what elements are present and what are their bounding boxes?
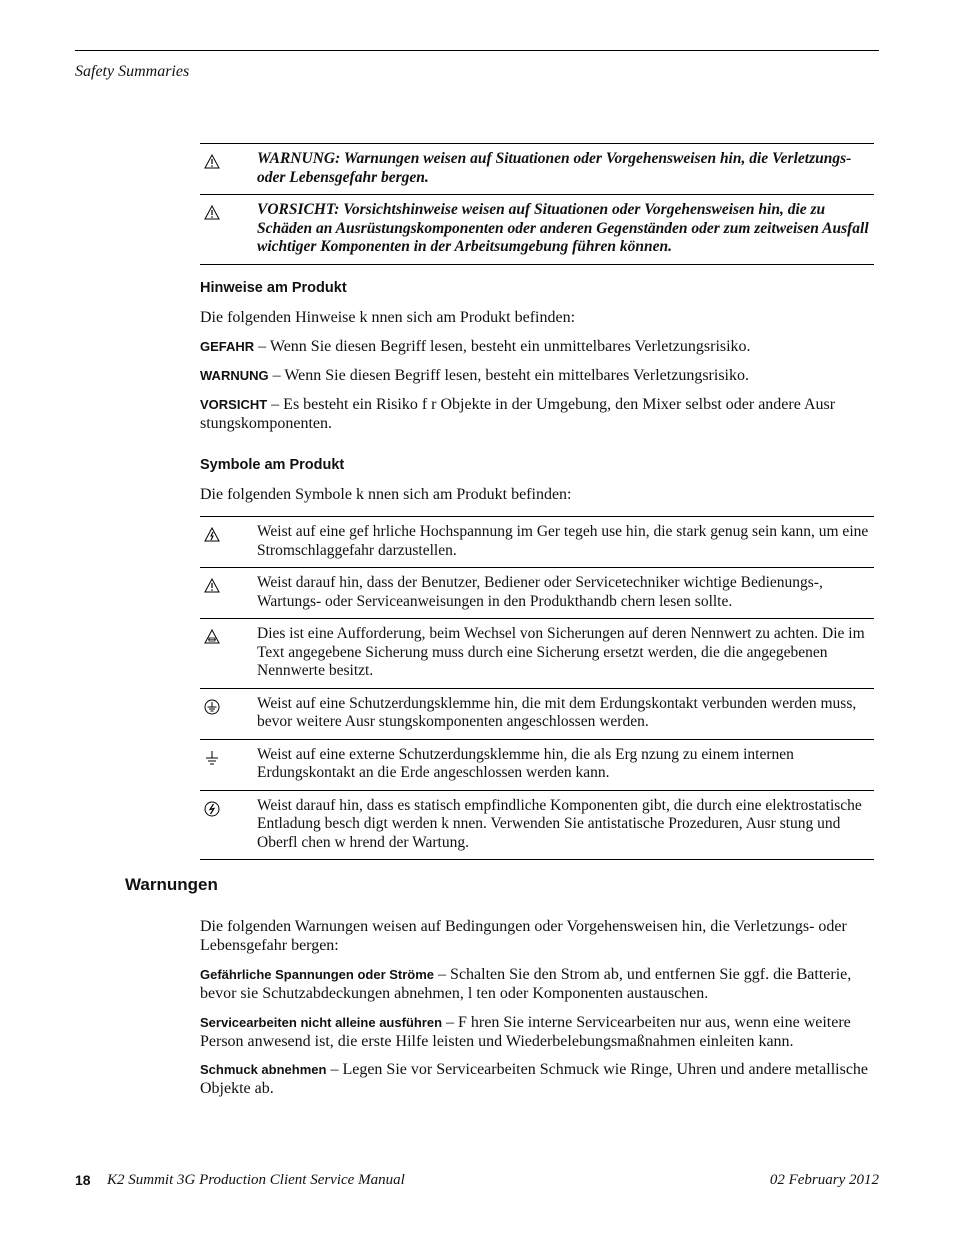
hinweise-intro: Die folgenden Hinweise k nnen sich am Produkt befinden:: [200, 309, 576, 326]
publication-date: 02 February 2012: [769, 1172, 879, 1188]
warning-item-text: – Schalten Sie den Strom ab, und entfernen Sie ggf. die Batterie, bevor sie Schutzabdeckungen abnehmen, l ten oder Komponenten austauschen.: [200, 966, 852, 1002]
symbol-description: Weist darauf hin, dass der Benutzer, Bediener oder Servicetechniker wichtige Bedienungs-, Wartungs- oder Serviceanweisungen in den Produkthandb chern lesen sollte.: [257, 574, 823, 610]
symbol-row: [200, 689, 874, 740]
symbole-intro: Die folgenden Symbole k nnen sich am Produkt befinden:: [200, 486, 572, 503]
caution-row: [200, 195, 874, 265]
notice-vorsicht: [200, 395, 880, 433]
warning-term: Servicearbeiten nicht alleine ausführen: [200, 1015, 443, 1030]
header-rule: [75, 50, 879, 51]
protective-earth-icon: [200, 689, 257, 739]
notice-term: WARNUNG: [200, 368, 269, 383]
warning-row: [200, 144, 874, 195]
symbol-row: [200, 568, 874, 619]
esd-icon: [200, 791, 257, 860]
fuse-triangle-icon: [200, 619, 257, 688]
notice-warnung: [200, 366, 880, 385]
warning-triangle-icon: [200, 568, 257, 618]
warning-term: Schmuck abnehmen: [200, 1062, 327, 1077]
warning-triangle-icon: [200, 195, 257, 264]
warning-item-text: – F hren Sie interne Servicearbeiten nur aus, wenn eine weitere Person anwesend ist, die erste Hilfe leisten und Wiederbelebungsmaßnahmen einleiten kann.: [200, 1014, 851, 1050]
notice-text: – Wenn Sie diesen Begriff lesen, besteht ein unmittelbares Verletzungsrisiko.: [254, 338, 751, 355]
warning-item: [200, 965, 880, 1003]
notice-text: – Es besteht ein Risiko f r Objekte in der Umgebung, den Mixer selbst oder andere Ausr stungskomponenten.: [200, 396, 836, 432]
warning-triangle-icon: [200, 144, 257, 194]
warnungen-intro: Die folgenden Warnungen weisen auf Bedingungen oder Vorgehensweisen hin, die Verletzungs- oder Lebensgefahr bergen:: [200, 918, 847, 954]
symbol-row: [200, 619, 874, 689]
notice-text: – Wenn Sie diesen Begriff lesen, besteht ein mittelbares Verletzungsrisiko.: [268, 367, 749, 384]
warning-term: Gefährliche Spannungen oder Ströme: [200, 967, 435, 982]
warning-item: [200, 1060, 880, 1098]
warning-item-text: – Legen Sie vor Servicearbeiten Schmuck wie Ringe, Uhren und andere metallische Objekte ab.: [200, 1061, 869, 1097]
symbol-description: Weist auf eine Schutzerdungsklemme hin, die mit dem Erdungskontakt verbunden werden muss, bevor weitere Ausr stungskomponenten angeschlossen werden.: [257, 694, 857, 730]
caution-text: VORSICHT: Vorsichtshinweise weisen auf Situationen oder Vorgehensweisen hin, die zu Schäden an Ausrüstungskomponenten oder anderen Gegenständen oder zum zeitweisen Ausfall wichtiger Komponenten in der Arbeitsumgebung führen können.: [257, 201, 869, 255]
notice-term: VORSICHT: [200, 397, 268, 412]
high-voltage-triangle-icon: [200, 517, 257, 567]
symbol-row: [200, 517, 874, 568]
warning-table: [200, 143, 874, 265]
symbol-description: Weist auf eine gef hrliche Hochspannung im Ger tegeh use hin, die stark genug sein kann, um eine Stromschlaggefahr darzustellen.: [257, 523, 869, 559]
symbol-row: [200, 740, 874, 791]
warning-item: [200, 1013, 880, 1051]
warnungen-heading: Warnungen: [125, 875, 218, 894]
notice-gefahr: [200, 337, 880, 356]
symbol-row: [200, 791, 874, 861]
symbol-description: Weist darauf hin, dass es statisch empfindliche Komponenten gibt, die durch eine elektrostatische Entladung besch digt werden k nnen. Verwenden Sie antistatische Prozeduren, Ausr stung und Oberfl chen w hrend der Wartung.: [257, 796, 862, 851]
hinweise-heading: Hinweise am Produkt: [200, 280, 347, 296]
warning-text: WARNUNG: Warnungen weisen auf Situationen oder Vorgehensweisen hin, die Verletzungs- oder Lebensgefahr bergen.: [257, 150, 852, 186]
symbol-description: Dies ist eine Aufforderung, beim Wechsel von Sicherungen auf deren Nennwert zu achten. Die im Text angegebene Sicherung muss durch eine Sicherung ersetzt werden, die die angegebenen Nennwerte besitzt.: [257, 625, 865, 679]
symbols-table: [200, 516, 874, 860]
running-header: Safety Summaries: [75, 63, 190, 80]
ground-icon: [200, 740, 257, 790]
notice-term: GEFAHR: [200, 339, 255, 354]
manual-title: K2 Summit 3G Production Client Service Manual: [107, 1172, 405, 1188]
symbole-heading: Symbole am Produkt: [200, 457, 345, 473]
page-number: 18: [75, 1172, 91, 1188]
symbol-description: Weist auf eine externe Schutzerdungsklemme hin, die als Erg nzung zu einem internen Erdungskontakt an die Erde angeschlossen werden kann.: [257, 745, 794, 781]
